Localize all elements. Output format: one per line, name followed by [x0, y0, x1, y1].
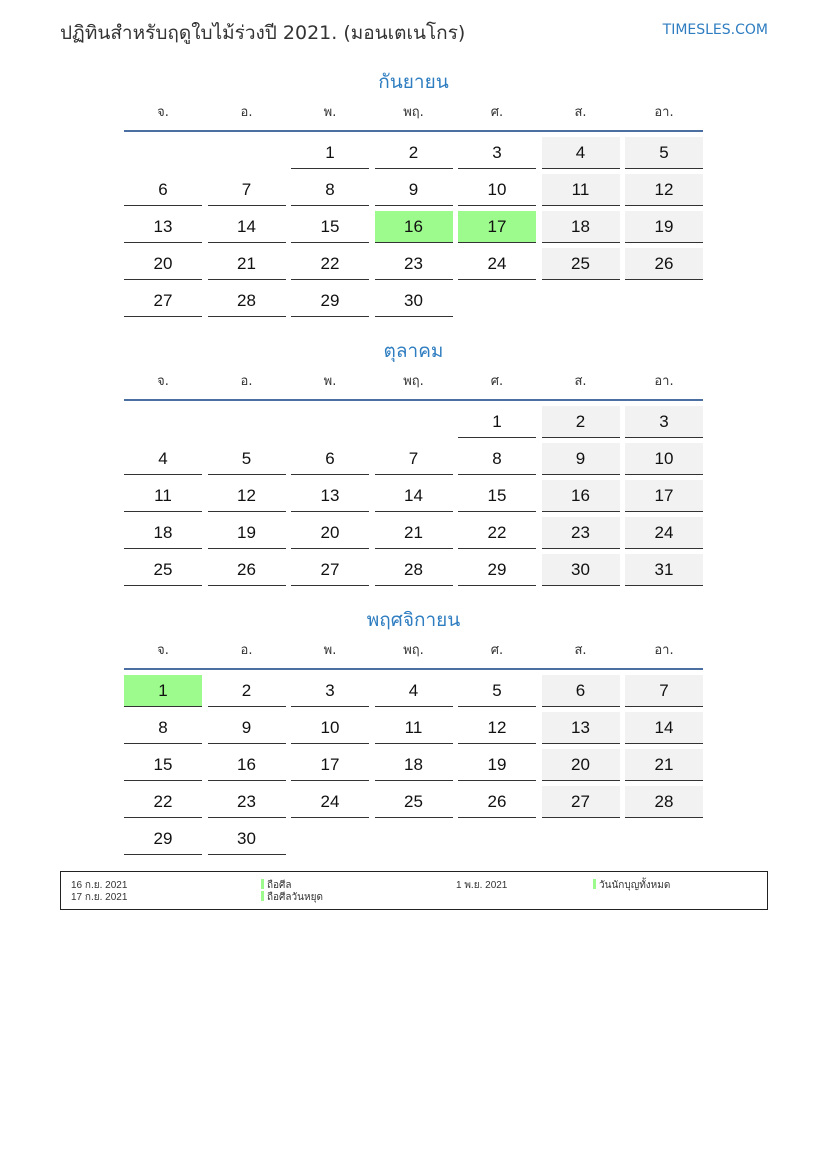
day-cell: 26: [625, 248, 703, 280]
empty-cell: [291, 406, 369, 437]
day-cell: 29: [458, 554, 536, 586]
day-cell: 3: [458, 137, 536, 169]
legend-holiday-label: ถือศีล: [267, 880, 292, 891]
day-cell: 12: [208, 480, 286, 512]
day-cell: 7: [375, 443, 453, 475]
day-cell: 30: [208, 823, 286, 855]
day-cell: 16: [542, 480, 620, 512]
day-cell: 10: [291, 712, 369, 744]
weekday-label: พ.: [323, 105, 337, 120]
header: [60, 18, 768, 46]
day-cell: 17: [625, 480, 703, 512]
day-cell: 13: [291, 480, 369, 512]
day-cell: 22: [124, 786, 202, 818]
day-cell: 23: [375, 248, 453, 280]
weekday-label: อ.: [240, 105, 253, 120]
day-cell: 5: [458, 675, 536, 707]
weekday-header: [124, 365, 703, 401]
legend-date: 16 ก.ย. 2021: [71, 880, 128, 891]
day-cell: 29: [124, 823, 202, 855]
day-cell: 11: [124, 480, 202, 512]
weekday-label: ศ.: [490, 643, 504, 658]
holiday-day-cell: 16: [375, 211, 453, 243]
day-cell: 13: [124, 211, 202, 243]
holiday-day-cell: 17: [458, 211, 536, 243]
day-cell: 15: [124, 749, 202, 781]
month-september: [124, 68, 703, 317]
weekday-header: [124, 96, 703, 132]
day-cell: 12: [458, 712, 536, 744]
day-cell: 11: [542, 174, 620, 206]
weekday-header: [124, 634, 703, 670]
weekday-label: อ.: [240, 643, 253, 658]
day-cell: 30: [375, 285, 453, 317]
day-cell: 18: [542, 211, 620, 243]
day-cell: 2: [375, 137, 453, 169]
day-cell: 27: [542, 786, 620, 818]
day-cell: 6: [542, 675, 620, 707]
weekday-label: อา.: [654, 105, 674, 120]
day-cell: 20: [542, 749, 620, 781]
day-cell: 6: [291, 443, 369, 475]
weekday-label: พฤ.: [403, 105, 424, 120]
day-cell: 3: [625, 406, 703, 438]
month-title: พฤศจิกายน: [366, 609, 461, 631]
day-cell: 18: [375, 749, 453, 781]
weekday-label: ส.: [574, 643, 587, 658]
legend-holiday-name: [261, 890, 323, 905]
empty-cell: [124, 137, 202, 168]
empty-cell: [208, 406, 286, 437]
day-cell: 10: [458, 174, 536, 206]
day-cell: 21: [208, 248, 286, 280]
day-cell: 7: [208, 174, 286, 206]
day-cell: 10: [625, 443, 703, 475]
day-cell: 4: [542, 137, 620, 169]
day-cell: 8: [291, 174, 369, 206]
day-cell: 19: [458, 749, 536, 781]
day-cell: 13: [542, 712, 620, 744]
day-cell: 2: [208, 675, 286, 707]
day-cell: 21: [375, 517, 453, 549]
day-cell: 27: [124, 285, 202, 317]
weekday-label: จ.: [157, 374, 169, 389]
empty-cell: [124, 406, 202, 437]
page-title: ปฏิทินสำหรับฤดูใบไม้ร่วงปี 2021. (มอนเตเนโกร): [60, 22, 466, 44]
day-cell: 14: [625, 712, 703, 744]
weekday-label: ศ.: [490, 105, 504, 120]
day-cell: 5: [625, 137, 703, 169]
day-cell: 17: [291, 749, 369, 781]
day-cell: 5: [208, 443, 286, 475]
empty-cell: [208, 137, 286, 168]
day-cell: 3: [291, 675, 369, 707]
month-october: [124, 337, 703, 586]
day-cell: 28: [375, 554, 453, 586]
day-cell: 28: [625, 786, 703, 818]
weekday-label: จ.: [157, 643, 169, 658]
day-cell: 7: [625, 675, 703, 707]
holiday-legend: [60, 871, 768, 910]
day-cell: 6: [124, 174, 202, 206]
weekday-label: ศ.: [490, 374, 504, 389]
day-grid: [124, 675, 703, 855]
day-cell: 28: [208, 285, 286, 317]
day-cell: 22: [458, 517, 536, 549]
legend-date: 17 ก.ย. 2021: [71, 892, 128, 903]
day-cell: 19: [625, 211, 703, 243]
weekday-label: พฤ.: [403, 374, 424, 389]
day-cell: 16: [208, 749, 286, 781]
site-link[interactable]: TIMESLES.COM: [662, 22, 768, 38]
day-cell: 24: [458, 248, 536, 280]
weekday-label: ส.: [574, 105, 587, 120]
day-cell: 9: [208, 712, 286, 744]
day-cell: 24: [625, 517, 703, 549]
legend-holiday-label: ถือศีลวันหยุด: [267, 892, 323, 903]
day-cell: 8: [124, 712, 202, 744]
legend-holiday-name: [593, 878, 670, 893]
empty-cell: [375, 406, 453, 437]
day-cell: 9: [542, 443, 620, 475]
day-cell: 11: [375, 712, 453, 744]
month-title: ตุลาคม: [383, 340, 444, 362]
weekday-label: พ.: [323, 643, 337, 658]
day-cell: 24: [291, 786, 369, 818]
day-grid: [124, 406, 703, 586]
day-cell: 20: [291, 517, 369, 549]
day-cell: 15: [291, 211, 369, 243]
weekday-label: อ.: [240, 374, 253, 389]
day-cell: 29: [291, 285, 369, 317]
day-cell: 23: [542, 517, 620, 549]
day-cell: 25: [542, 248, 620, 280]
day-cell: 1: [291, 137, 369, 169]
day-cell: 22: [291, 248, 369, 280]
weekday-label: อา.: [654, 374, 674, 389]
day-cell: 1: [458, 406, 536, 438]
day-cell: 31: [625, 554, 703, 586]
day-cell: 18: [124, 517, 202, 549]
day-cell: 4: [375, 675, 453, 707]
day-cell: 9: [375, 174, 453, 206]
day-cell: 19: [208, 517, 286, 549]
month-november: [124, 606, 703, 855]
day-cell: 20: [124, 248, 202, 280]
weekday-label: จ.: [157, 105, 169, 120]
day-cell: 30: [542, 554, 620, 586]
day-cell: 14: [375, 480, 453, 512]
legend-holiday-label: วันนักบุญทั้งหมด: [599, 880, 671, 891]
holiday-day-cell: 1: [124, 675, 202, 707]
weekday-label: พฤ.: [403, 643, 424, 658]
day-grid: [124, 137, 703, 317]
weekday-label: พ.: [323, 374, 337, 389]
weekday-label: อา.: [654, 643, 674, 658]
day-cell: 27: [291, 554, 369, 586]
holiday-marker: [261, 891, 264, 901]
day-cell: 2: [542, 406, 620, 438]
weekday-label: ส.: [574, 374, 587, 389]
holiday-marker: [593, 879, 596, 889]
day-cell: 12: [625, 174, 703, 206]
day-cell: 21: [625, 749, 703, 781]
day-cell: 4: [124, 443, 202, 475]
holiday-marker: [261, 879, 264, 889]
day-cell: 26: [208, 554, 286, 586]
day-cell: 25: [375, 786, 453, 818]
day-cell: 15: [458, 480, 536, 512]
day-cell: 8: [458, 443, 536, 475]
day-cell: 14: [208, 211, 286, 243]
day-cell: 26: [458, 786, 536, 818]
day-cell: 25: [124, 554, 202, 586]
day-cell: 23: [208, 786, 286, 818]
legend-date: 1 พ.ย. 2021: [456, 880, 508, 891]
month-title: กันยายน: [378, 71, 449, 93]
